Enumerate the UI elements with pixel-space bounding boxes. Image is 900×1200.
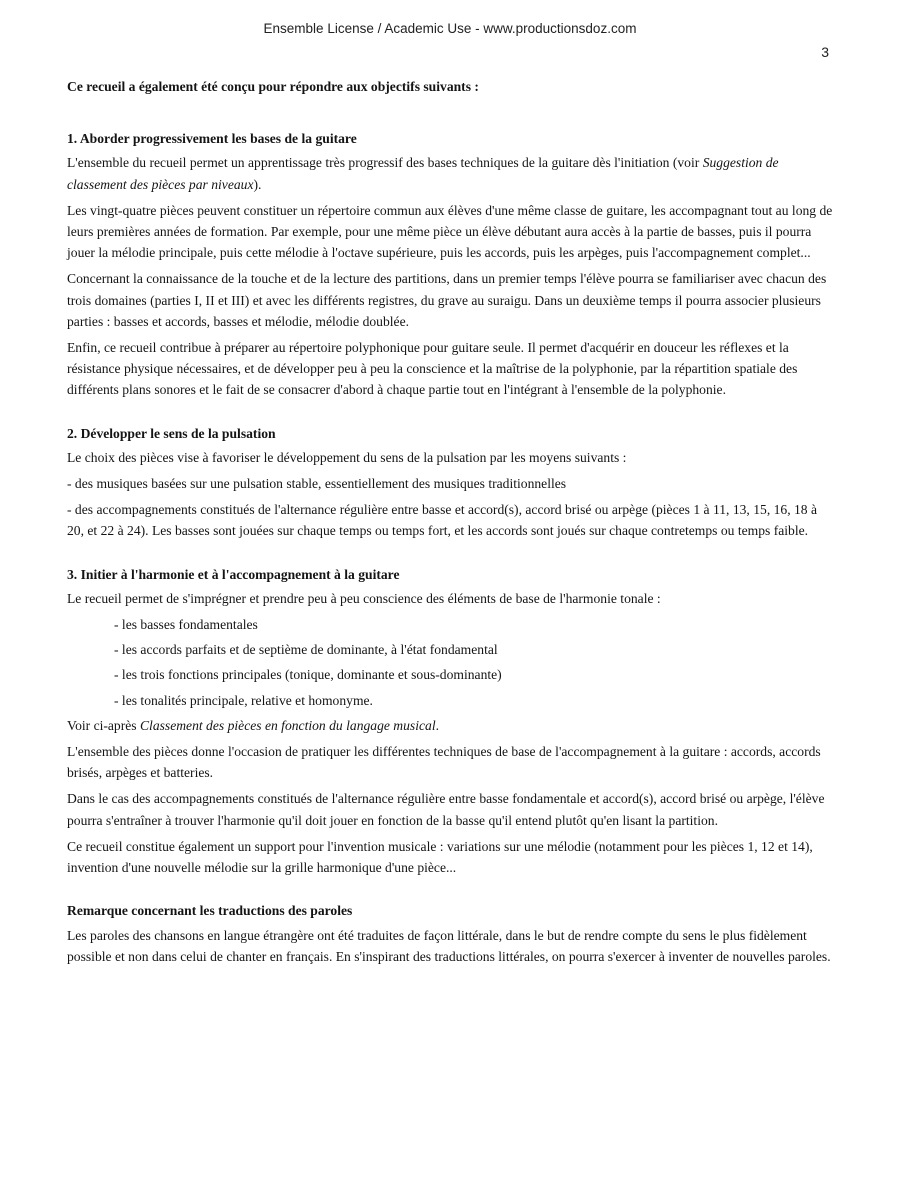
section-2 [67, 423, 833, 542]
list-item: - les tonalités principale, relative et homonyme. [114, 692, 373, 708]
section-3-paragraph-2-start: Voir ci-après [67, 717, 140, 733]
section-1-paragraph-1 [67, 152, 833, 194]
list-item: - les trois fonctions principales (tonique, dominante et sous-dominante) [114, 667, 502, 683]
document-body [67, 76, 833, 989]
section-3-reference-classification: Classement des pièces en fonction du langage musical [139, 717, 436, 733]
section-3-paragraph-1: Le recueil permet de s'imprégner et prendre peu à peu conscience des éléments de base de l'harmonie tonale : [67, 590, 661, 606]
section-2-paragraph-1: Le choix des pièces vise à favoriser le développement du sens de la pulsation par les moyens suivants : [67, 449, 627, 465]
section-3-paragraph-3: L'ensemble des pièces donne l'occasion de pratiquer les différentes techniques de base de l'accompagnement à la guitare : accords, accords brisés, arpèges et batteries. [67, 744, 821, 781]
intro-heading: Ce recueil a également été conçu pour répondre aux objectifs suivants : [67, 79, 479, 94]
license-header: Ensemble License / Academic Use - www.productionsdoz.com [263, 21, 637, 36]
section-3-title: 3. Initier à l'harmonie et à l'accompagnement à la guitare [67, 566, 400, 582]
remark-paragraph: Les paroles des chansons en langue étrangère ont été traduites de façon littérale, dans le but de rendre compte du sens le plus fidèlement possible et non dans celui de chanter en français. En s'inspirant des traductions littérales, on pourra s'exercer à inventer de nouvelles paroles. [67, 927, 831, 964]
section-1-paragraph-1-start: L'ensemble du recueil permet un apprentissage très progressif des bases techniques de la guitare dès l'initiation (voir [67, 155, 703, 171]
section-1-paragraph-4: Enfin, ce recueil contribue à préparer au répertoire polyphonique pour guitare seule. Il permet d'acquérir en douceur les réflexes et la résistance physique nécessaires, et de développer peu à peu la conscience et la maîtrise de la polyphonie, par la répartition spatiale des différents plans sonores et le fait de se consacrer d'abord à chaque partie tout en l'intégrant à l'ensemble de la polyphonie. [67, 340, 798, 398]
remark-section [67, 900, 833, 967]
list-item: - les basses fondamentales [114, 617, 258, 633]
section-2-title: 2. Développer le sens de la pulsation [67, 425, 276, 441]
section-1-paragraph-3: Concernant la connaissance de la touche et de la lecture des partitions, dans un premier temps l'élève pourra se familiariser avec chacun des trois domaines (parties I, II et III) et avec les différents registres, du grave au suraigu. Dans un deuxième temps il pourra associer plusieurs parties : basses et accords, basses et mélodie, mélodie doublée. [67, 271, 827, 329]
section-1-paragraph-2: Les vingt-quatre pièces peuvent constituer un répertoire commun aux élèves d'une même classe de guitare, les accompagnant tout au long de leurs premières années de formation. Par exemple, pour une même pièce un élève débutant aura accès à la partie de basses, puis il pourra jouer la mélodie principale, puis cette mélodie à l'octave supérieure, puis les accords, puis les arpèges, puis l'accompagnement complet... [67, 202, 833, 261]
section-3 [67, 564, 833, 879]
section-2-bullet-2: - des accompagnements constitués de l'alternance régulière entre basse et accord(s), accord brisé ou arpège (pièces 1 à 11, 13, 15, 16, 18 à 20, et 22 à 24). Les basses sont jouées sur chaque temps ou temps fort, et les accords sont joués sur chaque contretemps ou temps faible. [67, 502, 818, 539]
remark-title: Remarque concernant les traductions des paroles [67, 903, 353, 919]
section-2-bullet-1: - des musiques basées sur une pulsation stable, essentiellement des musiques traditionnelles [67, 476, 567, 492]
section-3-paragraph-5: Ce recueil constitue également un support pour l'invention musicale : variations sur une mélodie (notamment pour les pièces 1, 12 et 14), invention d'une nouvelle mélodie sur la grille harmonique d'une pièce... [67, 838, 813, 876]
section-3-paragraph-2 [67, 715, 833, 736]
section-3-paragraph-4: Dans le cas des accompagnements constitués de l'alternance régulière entre basse fondamentale et accord(s), accord brisé ou arpège, l'élève pourra s'entraîner à trouver l'harmonie qu'il doit jouer en fonction de la basse qu'il entend plutôt qu'en lisant la partition. [67, 791, 825, 828]
section-1-paragraph-1-end: ). [253, 176, 262, 192]
section-1 [67, 128, 833, 400]
page-number: 3 [821, 44, 829, 60]
section-1-title: 1. Aborder progressivement les bases de la guitare [67, 131, 357, 147]
section-1-reference-levels: Suggestion de classement des pièces par niveaux [67, 155, 779, 192]
section-3-paragraph-2-end: . [435, 717, 440, 733]
list-item: - les accords parfaits et de septième de dominante, à l'état fondamental [114, 642, 498, 658]
